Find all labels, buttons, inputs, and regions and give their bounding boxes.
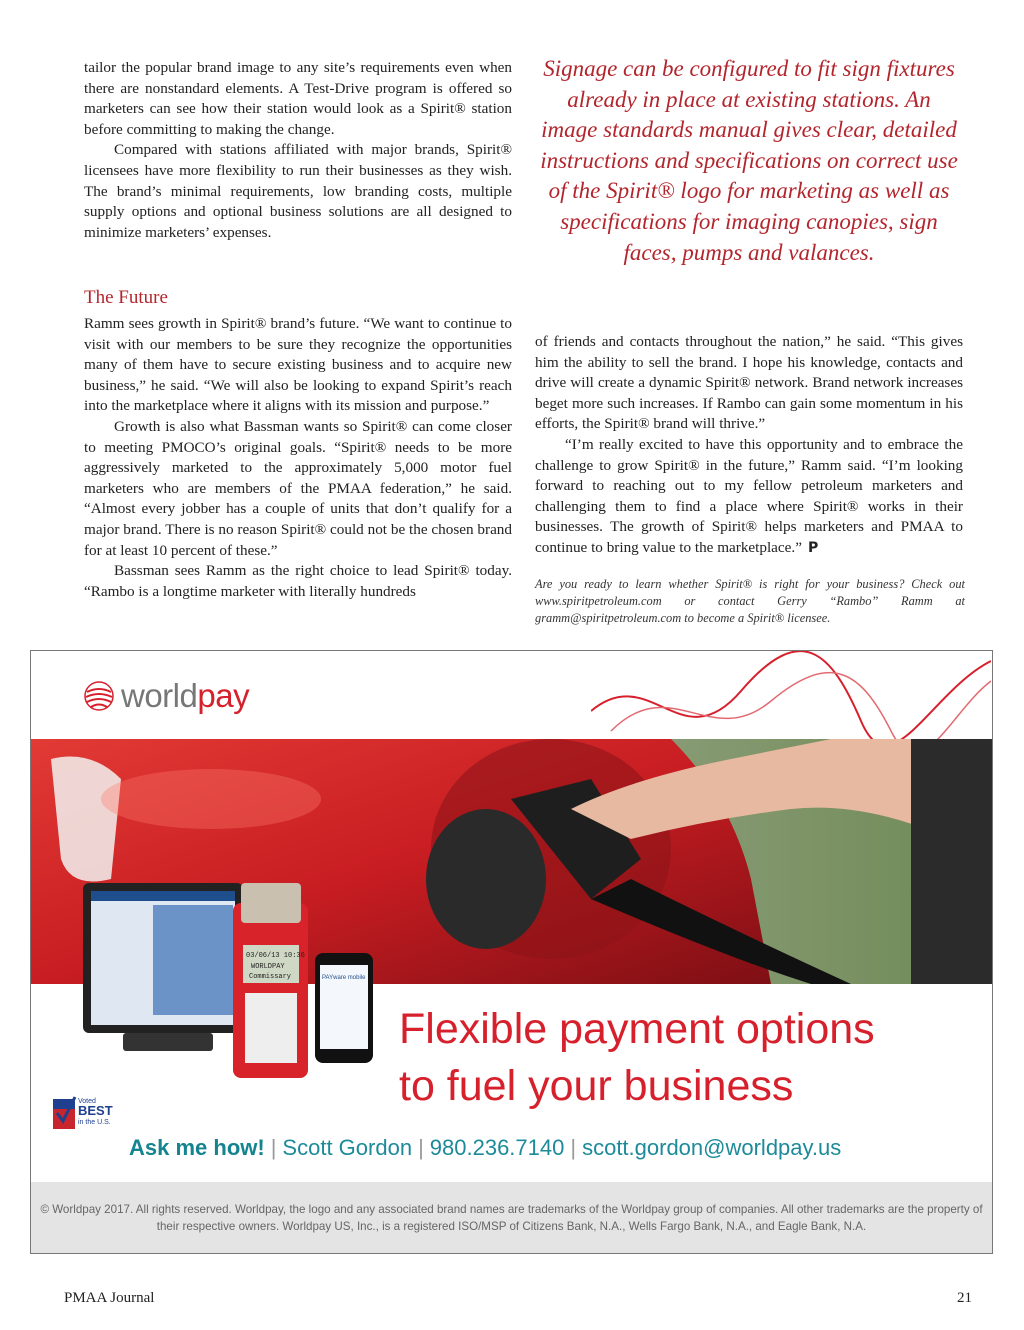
contact-email[interactable]: scott.gordon@worldpay.us (582, 1135, 842, 1160)
globe-swirl-icon (83, 680, 115, 712)
paragraph: Compared with stations affiliated with major brands, Spirit® licensees have more flexibility to run their businesses as they wish. The brand’s minimal requirements, low branding costs, multiple supply options and optional business solutions are all designed to minimize marketers’ expenses. (84, 141, 512, 241)
badge-voted: Voted (78, 1098, 96, 1105)
call-to-action: Are you ready to learn whether Spirit® is right for your business? Check out www.spiritpetroleum.com or contact Gerry “Rambo” Ramm at gramm@spiritpetroleum.com to become a Spirit® licensee. (535, 577, 965, 626)
terminal-line: Commissary (249, 973, 292, 981)
ad-headline-line: Flexible payment options (399, 1005, 875, 1053)
paragraph (535, 435, 963, 559)
page-number: 21 (957, 1290, 972, 1306)
logo-pay: pay (197, 677, 250, 714)
paragraph-text: “I’m really excited to have this opportunity and to embrace the challenge to grow Spirit® in the future,” Ramm said. “I’m looking forward to reaching out to my fellow petroleum marketers and challenging them to find a place where Spirit® works in their businesses. The growth of Spirit® helps marketers and PMAA to continue to bring value to the marketplace.” (535, 435, 963, 556)
worldpay-logo (83, 676, 249, 716)
section-heading: The Future (84, 287, 168, 308)
badge-in: in the U.S. (78, 1119, 111, 1126)
logo-text (121, 677, 249, 715)
ad-headline-line: to fuel your business (399, 1062, 794, 1110)
pull-quote: Signage can be configured to fit sign fixtures already in place at existing stations. An image standards manual gives clear, detailed instructions and specifications on correct use of the Spirit® logo for marketing as well as specifications for imaging canopies, sign faces, pumps and valances. (540, 56, 958, 265)
phone-app-label: PAYware mobile (322, 975, 366, 981)
ad-contact-line: Ask me how! | Scott Gordon | 980.236.7140 | scott.gordon@worldpay.us (129, 1135, 842, 1160)
pos-devices-illustration (83, 883, 413, 1083)
paragraph: tailor the popular brand image to any site’s requirements even when there are nonstandard elements. A Test-Drive program is offered so marketers can see how their station would look as a Spirit® station before committing to making the change. (84, 59, 512, 138)
end-mark-icon: P (807, 539, 819, 556)
ask-me-how: Ask me how! (129, 1135, 265, 1160)
badge-best: BEST (78, 1103, 113, 1118)
terminal-brand: WORLDPAY (251, 963, 285, 971)
article-column-left-bottom (84, 314, 512, 602)
article-column-left-top (84, 58, 512, 243)
article-column-right (535, 332, 963, 559)
terminal-date: 03/06/13 10:36 (246, 952, 305, 960)
contact-name: Scott Gordon (282, 1135, 413, 1160)
paragraph: Growth is also what Bassman wants so Spirit® can come closer to meeting PMOCO’s original goals. “Spirit® needs to be more aggressively marketed to the approximately 5,000 motor fuel marketers who are members of the PMAA federation,” he said. “Almost every jobber has a couple of units that don’t qualify for a major brand. There is no reason Spirit® could not be the chosen brand for at least 10 percent of these.” (84, 417, 512, 559)
voted-best-badge (51, 1091, 121, 1133)
logo-world: world (121, 677, 198, 714)
worldpay-advertisement[interactable] (30, 650, 993, 1254)
ad-headline (399, 1001, 875, 1115)
paragraph: of friends and contacts throughout the nation,” he said. “This gives him the ability to sell the brand. I hope his knowledge, contacts and drive will create a dynamic Spirit® network. Brand network increases beget more such increases. If Rambo can gain some momentum in his efforts, the Spirit® brand will thrive.” (535, 333, 963, 433)
ad-legal-footer: © Worldpay 2017. All rights reserved. Worldpay, the logo and any associated brand names are trademarks of the Worldpay group of companies. All other trademarks are the property of their respective owners. Worldpay US, Inc., is a registered ISO/MSP of Citizens Bank, N.A., Wells Fargo Bank, N.A., and Eagle Bank, N.A. (31, 1182, 992, 1253)
journal-name: PMAA Journal (64, 1290, 155, 1306)
contact-phone[interactable]: 980.236.7140 (429, 1135, 565, 1160)
paragraph: Bassman sees Ramm as the right choice to lead Spirit® today. “Rambo is a longtime marketer with literally hundreds (84, 562, 512, 600)
paragraph: Ramm sees growth in Spirit® brand’s future. “We want to continue to visit with our members to be sure they recognize the opportunities many of them have to secure existing business and to acquire new business,” he said. “We will also be looking to expand Spirit’s reach into the marketplace where it aligns with its mission and purpose.” (84, 315, 512, 415)
